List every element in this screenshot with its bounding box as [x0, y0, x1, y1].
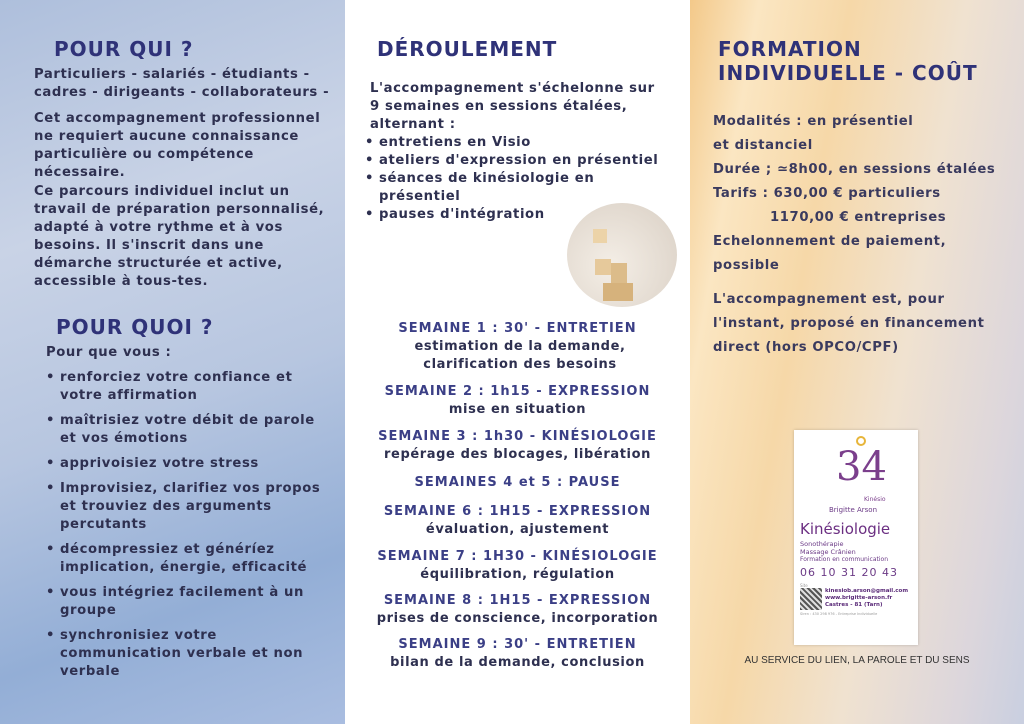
week-2 [345, 383, 690, 419]
payment-note: Echelonnement de paiement, [713, 234, 947, 249]
week-description: bilan de la demande, conclusion [390, 655, 645, 670]
week-description: évaluation, ajustement [425, 522, 610, 537]
week-description: mise en situation [448, 402, 587, 417]
list-item: • séances de kinésiologie en présentiel [357, 170, 617, 206]
week-title: SEMAINE 9 : 30' - ENTRETIEN [398, 637, 637, 652]
week-title: SEMAINES 4 et 5 : PAUSE [414, 475, 621, 490]
week-6 [345, 503, 690, 539]
modalities: et distanciel [713, 138, 813, 153]
duration: Durée ; ≃8h00, en sessions étalées [713, 162, 996, 177]
paragraph: Ce parcours individuel inclut un travail de préparation personnalisé, adapté à votre rythme et à vos besoins. Il s'inscrit dans une démarche structurée et active, accessible à tous-tes. [34, 184, 325, 289]
heading-pour-qui: POUR QUI ? [54, 37, 194, 61]
logo-mark-icon: 34 [836, 444, 887, 490]
week-9 [345, 636, 690, 672]
list-item: • Improvisiez, clarifiez vos propos et trouviez des arguments percutants [46, 480, 326, 534]
left-panel [0, 0, 345, 724]
paragraph: Cet accompagnement professionnel ne requiert aucune connaissance particulière ou compétence nécessaire. [34, 111, 321, 180]
goals-list [46, 369, 326, 688]
card-title: Kinésiologie [800, 520, 891, 538]
week-title: SEMAINE 8 : 1H15 - EXPRESSION [383, 593, 652, 608]
tagline: AU SERVICE DU LIEN, LA PAROLE ET DU SENS [744, 655, 970, 666]
audience-line: cadres - dirigeants - collaborateurs - [34, 85, 330, 100]
list-item: • renforciez votre confiance et votre affirmation [46, 369, 326, 405]
week-title: SEMAINE 6 : 1H15 - EXPRESSION [383, 504, 652, 519]
payment-note: possible [713, 258, 780, 273]
week-title: SEMAINE 2 : 1h15 - EXPRESSION [384, 384, 651, 399]
week-title: SEMAINE 3 : 1h30 - KINÉSIOLOGIE [378, 429, 657, 444]
heading-line: FORMATION [718, 37, 862, 61]
contact-block [800, 588, 912, 610]
heading-deroulement: DÉROULEMENT [377, 37, 558, 61]
week-description: repérage des blocages, libération [384, 447, 651, 462]
card-email: kinesiob.arson@gmail.com [825, 588, 909, 594]
list-item: • décompressiez et généríez implication, énergie, efficacité [46, 541, 326, 577]
week-3 [345, 428, 690, 464]
heading-line: INDIVIDUELLE - COÛT [718, 61, 978, 85]
card-phone: 06 10 31 20 43 [800, 566, 898, 579]
card-name: Brigitte Arson [828, 506, 878, 514]
week-title: SEMAINE 7 : 1H30 - KINÉSIOLOGIE [377, 549, 658, 564]
logo-text: Kinésio [864, 496, 886, 503]
list-item: • apprivoisiez votre stress [46, 455, 326, 473]
card-website: www.brigitte-arson.fr [825, 595, 893, 601]
week-1 [345, 320, 690, 374]
week-description: estimation de la demande, clarification des besoins [414, 339, 626, 372]
week-description: prises de conscience, incorporation [376, 611, 659, 626]
pricing-details [713, 110, 1018, 360]
intro: Pour que vous : [46, 345, 172, 360]
week-7 [345, 548, 690, 584]
list-item: • maîtrisiez votre débit de parole et vos émotions [46, 412, 326, 448]
list-item: • vous intégriez facilement à un groupe [46, 584, 326, 620]
modalities: Modalités : en présentiel [713, 114, 914, 129]
card-city: Castres - 81 (Tarn) [825, 602, 883, 608]
week-8 [345, 592, 690, 628]
service: Formation en communication [800, 556, 888, 563]
price-individuals: Tarifs : 630,00 € particuliers [713, 186, 941, 201]
heading-pour-quoi: POUR QUOI ? [56, 315, 214, 339]
qr-code-icon [800, 588, 822, 610]
heading-formation [718, 37, 978, 85]
logo [800, 436, 912, 506]
list-item: • entretiens en Visio [357, 134, 677, 152]
week-description: équilibration, régulation [420, 567, 615, 582]
site-label: Site [800, 583, 808, 588]
business-card [794, 430, 918, 645]
middle-panel [345, 0, 690, 724]
week-4-5 [345, 474, 690, 492]
financing-note: L'accompagnement est, pour l'instant, proposé en financement direct (hors OPCO/CPF) [713, 292, 985, 355]
list-item: • ateliers d'expression en présentiel [357, 152, 677, 170]
price-companies: 1170,00 € entreprises [770, 210, 947, 225]
intro: L'accompagnement s'échelonne sur 9 semaines en sessions étalées, alternant : [370, 81, 655, 132]
wooden-blocks-image [567, 203, 677, 307]
card-siren: Siren : 430 298 976 - Entreprise Individuelle [800, 612, 878, 616]
week-title: SEMAINE 1 : 30' - ENTRETIEN [398, 321, 637, 336]
service: Massage Crânien [800, 548, 856, 556]
audience-line: Particuliers - salariés - étudiants - [34, 67, 310, 82]
list-item: • pauses d'intégration [357, 206, 677, 224]
service: Sonothérapie [800, 540, 844, 548]
list-item: • synchronisiez votre communication verbale et non verbale [46, 627, 326, 681]
